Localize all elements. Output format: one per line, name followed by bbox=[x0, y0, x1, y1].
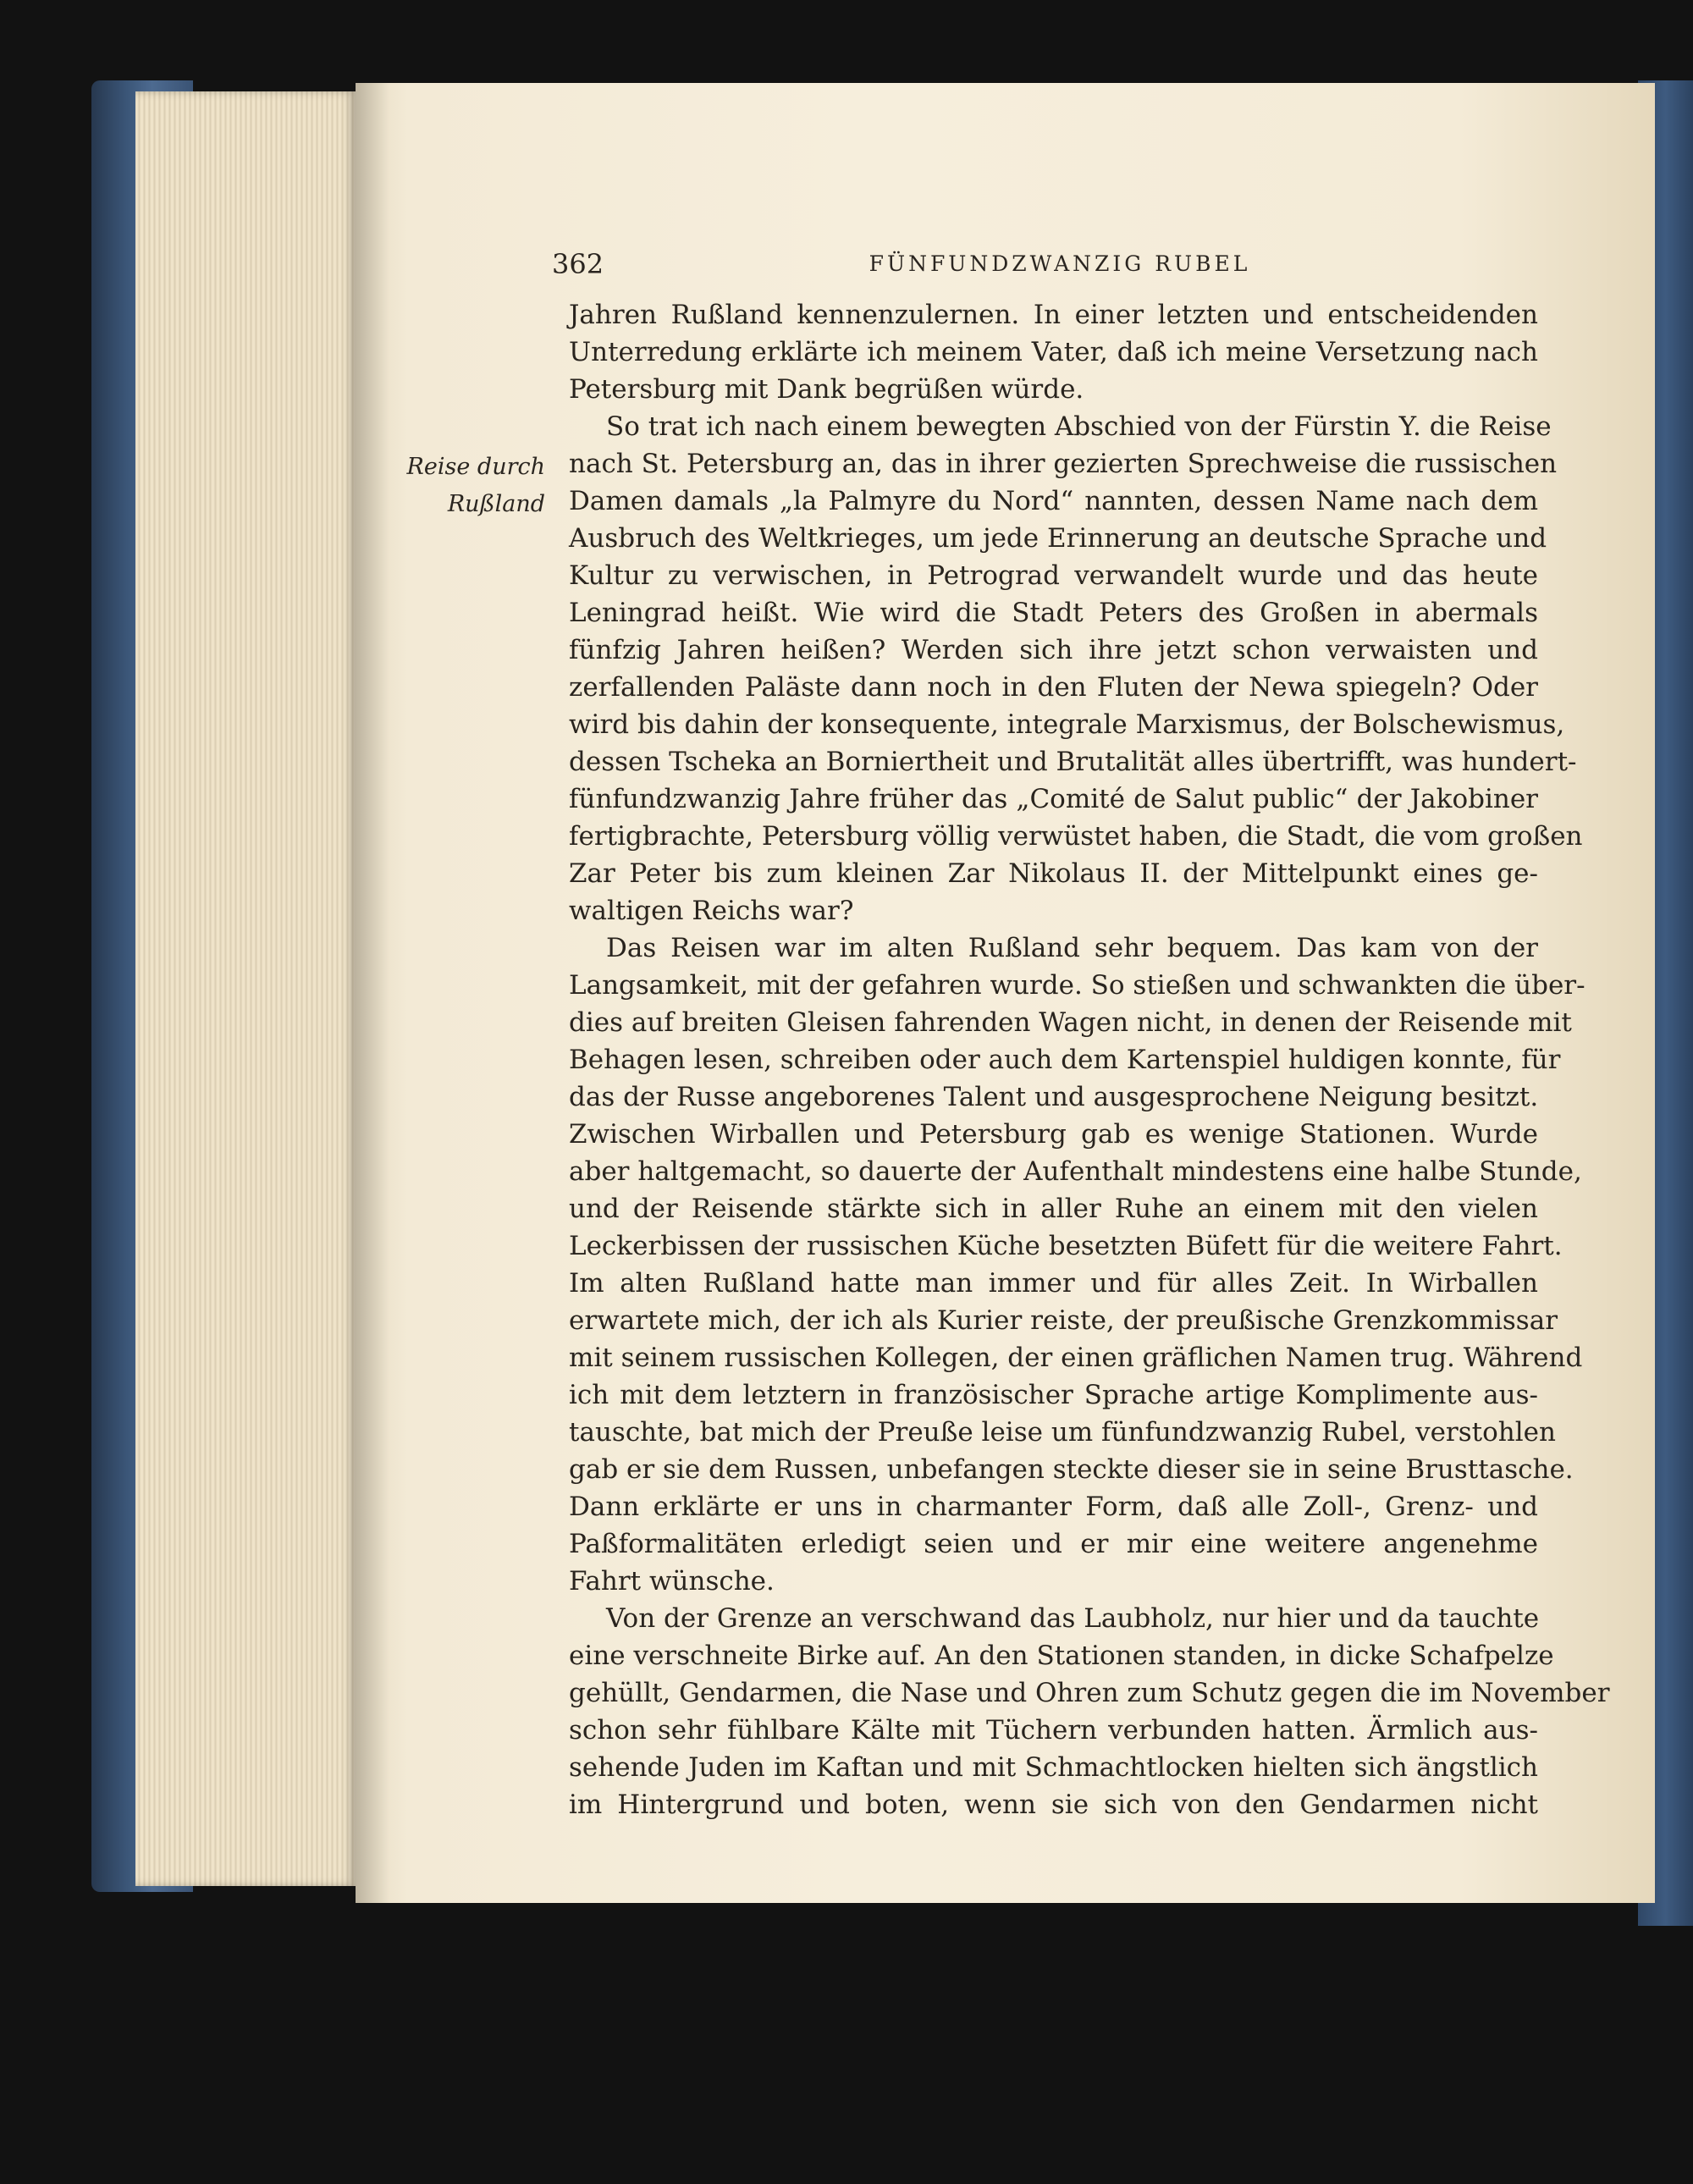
page-header bbox=[552, 248, 1693, 290]
text-line: Damen damals „la Palmyre du Nord“ nannten, dessen Name nach dem bbox=[569, 486, 1538, 516]
text-line: Zwischen Wirballen und Petersburg gab es wenige Stationen. Wurde bbox=[569, 1119, 1538, 1150]
text-line: Jahren Rußland kennenzulernen. In einer letzten und entscheidenden bbox=[569, 300, 1538, 330]
text-line: fünfzig Jahren heißen? Werden sich ihre jetzt schon verwaisten und bbox=[569, 635, 1538, 665]
page-number: 362 bbox=[552, 248, 604, 280]
text-line: ich mit dem letztern in französischer Sprache artige Komplimente aus- bbox=[569, 1380, 1538, 1410]
text-line: Im alten Rußland hatte man immer und für alles Zeit. In Wirballen bbox=[569, 1268, 1538, 1299]
text-line: tauschte, bat mich der Preuße leise um fünfundzwanzig Rubel, verstohlen bbox=[569, 1417, 1556, 1448]
text-line: Leningrad heißt. Wie wird die Stadt Peters des Großen in abermals bbox=[569, 598, 1538, 628]
margin-note-line: Reise durch bbox=[406, 454, 545, 480]
text-line: Petersburg mit Dank begrüßen würde. bbox=[569, 374, 1084, 405]
text-line: und der Reisende stärkte sich in aller Ruhe an einem mit den vielen bbox=[569, 1194, 1538, 1224]
text-line: dessen Tscheka an Borniertheit und Brutalität alles übertrifft, was hundert- bbox=[569, 747, 1577, 777]
text-line: Langsamkeit, mit der gefahren wurde. So stießen und schwankten die über- bbox=[569, 970, 1585, 1001]
text-line: So trat ich nach einem bewegten Abschied von der Fürstin Y. die Reise bbox=[606, 411, 1552, 442]
text-line: dies auf breiten Gleisen fahrenden Wagen nicht, in denen der Reisende mit bbox=[569, 1007, 1572, 1038]
running-head: FÜNFUNDZWANZIG RUBEL bbox=[869, 251, 1251, 276]
text-line: Leckerbissen der russischen Küche besetzten Büfett für die weitere Fahrt. bbox=[569, 1231, 1563, 1261]
text-line: nach St. Petersburg an, das in ihrer gezierten Sprechweise die russischen bbox=[569, 449, 1558, 479]
text-line: Dann erklärte er uns in charmanter Form, daß alle Zoll-, Grenz- und bbox=[569, 1492, 1538, 1522]
text-line: Paßformalitäten erledigt seien und er mir eine weitere angenehme bbox=[569, 1529, 1538, 1559]
text-line: aber haltgemacht, so dauerte der Aufenthalt mindestens eine halbe Stunde, bbox=[569, 1156, 1582, 1187]
text-line: eine verschneite Birke auf. An den Stationen standen, in dicke Schafpelze bbox=[569, 1641, 1554, 1671]
text-line: Zar Peter bis zum kleinen Zar Nikolaus II. der Mittelpunkt eines ge- bbox=[569, 858, 1538, 889]
text-line: Kultur zu verwischen, in Petrograd verwandelt wurde und das heute bbox=[569, 560, 1538, 591]
text-line: mit seinem russischen Kollegen, der einen gräflichen Namen trug. Während bbox=[569, 1343, 1583, 1373]
text-line: Fahrt wünsche. bbox=[569, 1566, 775, 1597]
text-line: im Hintergrund und boten, wenn sie sich von den Gendarmen nicht bbox=[569, 1790, 1538, 1820]
text-line: das der Russe angeborenes Talent und ausgesprochene Neigung besitzt. bbox=[569, 1082, 1539, 1112]
text-line: schon sehr fühlbare Kälte mit Tüchern verbunden hatten. Ärmlich aus- bbox=[569, 1715, 1538, 1746]
text-line: fünfundzwanzig Jahre früher das „Comité de Salut public“ der Jakobiner bbox=[569, 784, 1538, 814]
text-line: erwartete mich, der ich als Kurier reiste, der preußische Grenzkommissar bbox=[569, 1305, 1558, 1336]
text-line: sehende Juden im Kaftan und mit Schmachtlocken hielten sich ängstlich bbox=[569, 1752, 1538, 1783]
text-line: gehüllt, Gendarmen, die Nase und Ohren zum Schutz gegen die im November bbox=[569, 1678, 1610, 1708]
text-line: fertigbrachte, Petersburg völlig verwüstet haben, die Stadt, die vom großen bbox=[569, 821, 1583, 852]
text-line: zerfallenden Paläste dann noch in den Fluten der Newa spiegeln? Oder bbox=[569, 672, 1538, 703]
text-line: Von der Grenze an verschwand das Laubholz, nur hier und da tauchte bbox=[606, 1603, 1540, 1634]
text-line: Ausbruch des Weltkrieges, um jede Erinnerung an deutsche Sprache und bbox=[569, 523, 1547, 554]
text-line: Unterredung erklärte ich meinem Vater, daß ich meine Versetzung nach bbox=[569, 337, 1538, 367]
body-text bbox=[569, 296, 1610, 1823]
margin-note bbox=[407, 449, 545, 523]
text-line: gab er sie dem Russen, unbefangen steckte dieser sie in seine Brusttasche. bbox=[569, 1454, 1574, 1485]
text-line: wird bis dahin der konsequente, integrale Marxismus, der Bolschewismus, bbox=[569, 709, 1565, 740]
page-edges bbox=[135, 91, 356, 1886]
text-line: Das Reisen war im alten Rußland sehr bequem. Das kam von der bbox=[606, 933, 1538, 963]
margin-note-line: Rußland bbox=[447, 491, 545, 517]
gutter-shadow bbox=[356, 83, 389, 1903]
text-line: waltigen Reichs war? bbox=[569, 896, 854, 926]
text-line: Behagen lesen, schreiben oder auch dem Kartenspiel huldigen konnte, für bbox=[569, 1045, 1561, 1075]
